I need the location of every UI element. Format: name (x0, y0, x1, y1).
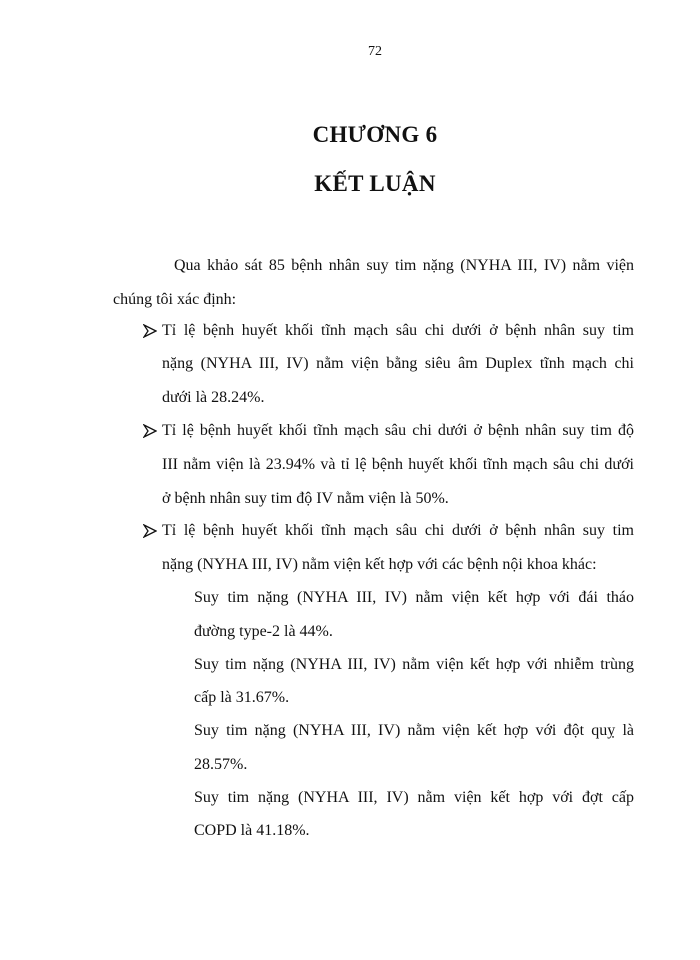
chapter-label: CHƯƠNG 6 (312, 122, 438, 147)
sub-item-1-line-1: Suy tim nặng (NYHA III, IV) nằm viện kết hợp với đái tháo (194, 589, 634, 606)
intro-line-1: Qua khảo sát 85 bệnh nhân suy tim nặng (NYHA III, IV) nằm viện (174, 257, 634, 274)
arrowhead-bullet-icon (143, 324, 157, 338)
sub-item-3-line-1: Suy tim nặng (NYHA III, IV) nằm viện kết hợp với đột quỵ là (194, 722, 634, 739)
sub-item-4-line-1: Suy tim nặng (NYHA III, IV) nằm viện kết hợp với đợt cấp (194, 789, 634, 806)
bullet-3-line-2: nặng (NYHA III, IV) nằm viện kết hợp với các bệnh nội khoa khác: (162, 556, 597, 573)
arrowhead-bullet-icon (143, 424, 157, 438)
bullet-1-line-1: Tỉ lệ bệnh huyết khối tĩnh mạch sâu chi dưới ở bệnh nhân suy tim (162, 322, 634, 339)
bullet-1-line-2: nặng (NYHA III, IV) nằm viện bằng siêu âm Duplex tĩnh mạch chi (162, 355, 634, 372)
page-number: 72 (368, 44, 382, 59)
chapter-title: KẾT LUẬN (314, 171, 436, 196)
sub-item-2-line-2: cấp là 31.67%. (194, 689, 290, 706)
bullet-2-line-3: ở bệnh nhân suy tim độ IV nằm viện là 50%. (162, 490, 449, 507)
sub-item-1-line-2: đường type-2 là 44%. (194, 623, 333, 640)
bullet-1-line-3: dưới là 28.24%. (162, 389, 265, 406)
bullet-3-line-1: Tỉ lệ bệnh huyết khối tĩnh mạch sâu chi dưới ở bệnh nhân suy tim (162, 522, 634, 539)
sub-item-2-line-1: Suy tim nặng (NYHA III, IV) nằm viện kết hợp với nhiễm trùng (194, 656, 634, 673)
sub-item-3-line-2: 28.57%. (194, 756, 248, 773)
bullet-2-line-2: III nằm viện là 23.94% và tỉ lệ bệnh huyết khối tĩnh mạch sâu chi dưới (162, 456, 634, 473)
sub-item-4-line-2: COPD là 41.18%. (194, 822, 310, 839)
arrowhead-bullet-icon (143, 524, 157, 538)
bullet-2-line-1: Tỉ lệ bệnh huyết khối tĩnh mạch sâu chi dưới ở bệnh nhân suy tim độ (162, 422, 634, 439)
intro-line-2: chúng tôi xác định: (113, 291, 237, 308)
